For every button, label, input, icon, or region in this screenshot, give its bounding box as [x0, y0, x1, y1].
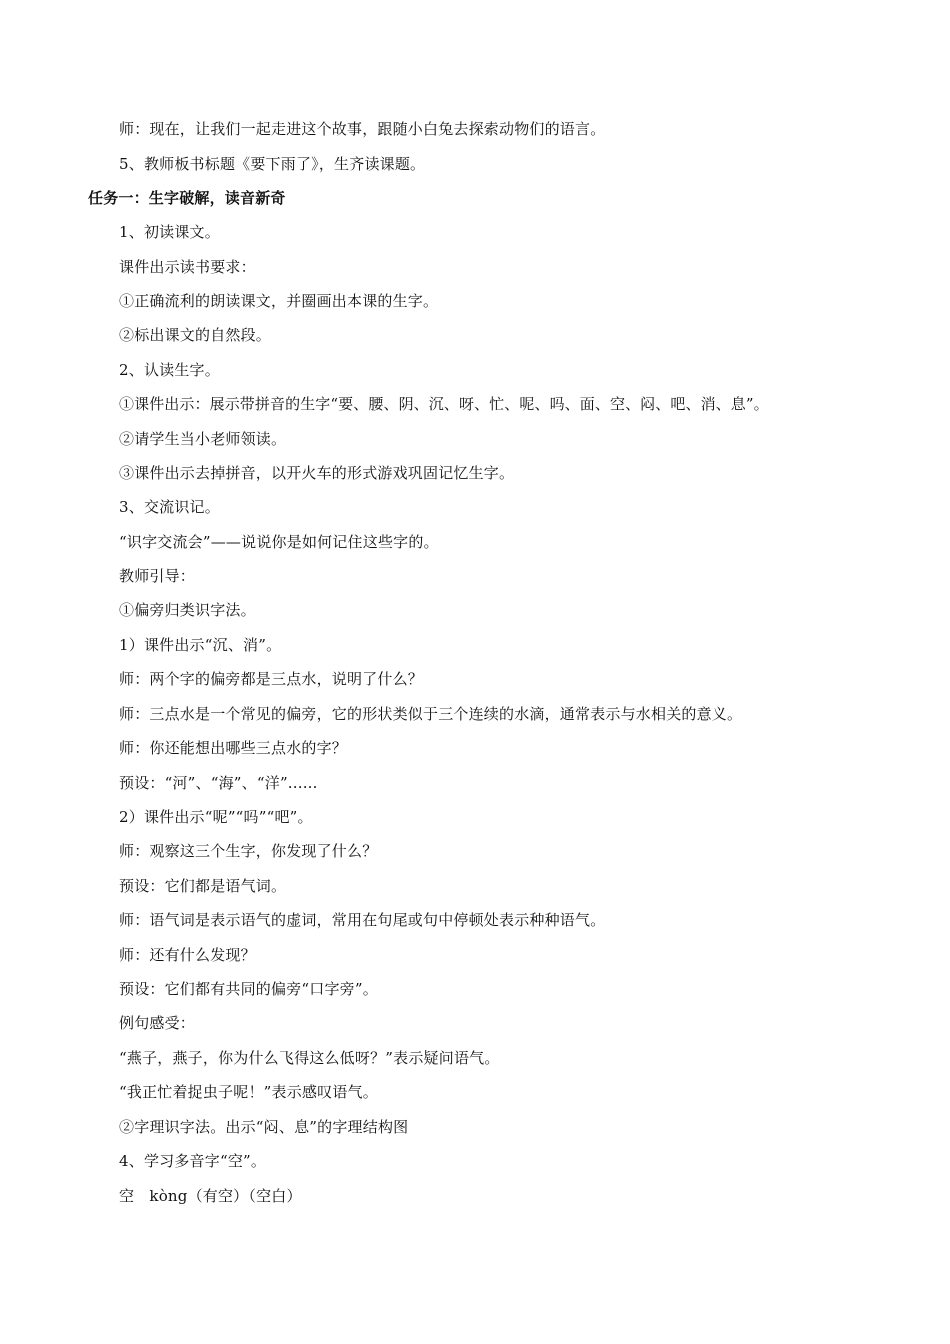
paragraph: 空 kòng（有空）（空白）: [119, 1187, 302, 1205]
paragraph: 3、交流识记。: [119, 498, 220, 516]
paragraph: 5、教师板书标题《要下雨了》，生齐读课题。: [119, 155, 426, 173]
paragraph: 师：三点水是一个常见的偏旁，它的形状类似于三个连续的水滴，通常表示与水相关的意义。: [119, 705, 743, 723]
paragraph: “燕子，燕子，你为什么飞得这么低呀？”表示疑问语气。: [119, 1049, 500, 1067]
paragraph: 教师引导：: [119, 567, 196, 585]
paragraph: 师：还有什么发现？: [119, 946, 256, 964]
paragraph: “识字交流会”——说说你是如何记住这些字的。: [119, 533, 439, 551]
paragraph: 1）课件出示“沉、消”。: [119, 636, 282, 654]
paragraph: 预设：它们都是语气词。: [119, 877, 287, 895]
paragraph: 师：观察这三个生字，你发现了什么？: [119, 842, 378, 860]
paragraph: 预设：“河”、“海”、“洋”......: [119, 774, 318, 792]
paragraph: ①正确流利的朗读课文，并圈画出本课的生字。: [119, 292, 439, 310]
paragraph: 师：现在，让我们一起走进这个故事，跟随小白兔去探索动物们的语言。: [119, 120, 606, 138]
paragraph: 1、初读课文。: [119, 223, 220, 241]
paragraph: 2、认读生字。: [119, 361, 220, 379]
paragraph: 预设：它们都有共同的偏旁“口字旁”。: [119, 980, 378, 998]
paragraph: “我正忙着捉虫子呢！”表示感叹语气。: [119, 1083, 378, 1101]
paragraph: 例句感受：: [119, 1014, 196, 1032]
section-heading: 任务一：生字破解，读音新奇: [88, 189, 286, 207]
paragraph: ②请学生当小老师领读。: [119, 430, 287, 448]
paragraph: 师：你还能想出哪些三点水的字？: [119, 739, 348, 757]
paragraph: 师：两个字的偏旁都是三点水，说明了什么？: [119, 670, 424, 688]
paragraph: ②标出课文的自然段。: [119, 326, 272, 344]
paragraph: ①课件出示：展示带拼音的生字“要、腰、阴、沉、呀、忙、呢、吗、面、空、闷、吧、消、息”。: [119, 395, 769, 413]
paragraph: 课件出示读书要求：: [119, 258, 256, 276]
paragraph: ②字理识字法。出示“闷、息”的字理结构图: [119, 1118, 409, 1136]
paragraph: ①偏旁归类识字法。: [119, 601, 256, 619]
paragraph: ③课件出示去掉拼音，以开火车的形式游戏巩固记忆生字。: [119, 464, 515, 482]
paragraph: 2）课件出示“呢”“吗”“吧”。: [119, 808, 313, 826]
paragraph: 师：语气词是表示语气的虚词，常用在句尾或句中停顿处表示种种语气。: [119, 911, 606, 929]
paragraph: 4、学习多音字“空”。: [119, 1152, 267, 1170]
